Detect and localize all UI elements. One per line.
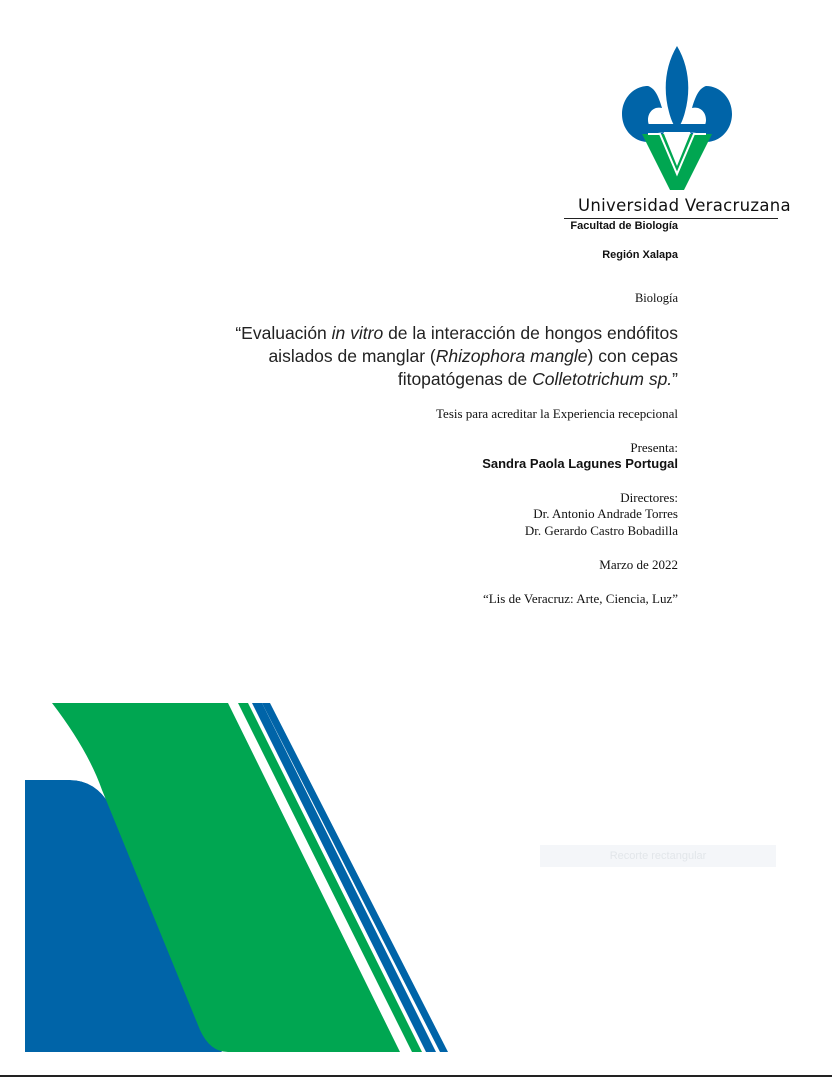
title-text: ) con cepas	[587, 346, 678, 366]
university-motto: “Lis de Veracruz: Arte, Ciencia, Luz”	[482, 591, 678, 606]
faculty-name: Facultad de Biología	[570, 220, 678, 232]
thesis-title	[235, 322, 678, 391]
university-logo-icon	[618, 42, 736, 192]
thesis-title-line-1	[235, 322, 678, 345]
title-text: Evaluación	[241, 323, 332, 343]
title-text: de la interacción de hongos endófitos	[383, 323, 678, 343]
director-name: Dr. Antonio Andrade Torres	[533, 506, 678, 521]
decorative-bands	[0, 690, 480, 1070]
thesis-purpose: Tesis para acreditar la Experiencia recepcional	[436, 406, 678, 421]
thesis-title-line-3	[235, 368, 678, 391]
page-bottom-edge	[0, 1075, 832, 1077]
university-name: Universidad Veracruzana	[578, 196, 791, 215]
program-name: Biología	[634, 291, 678, 305]
title-species-name: Rhizophora mangle	[435, 346, 588, 366]
title-italic-term: in vitro	[331, 323, 384, 343]
thesis-title-line-2	[235, 345, 678, 368]
university-underline	[564, 218, 778, 219]
title-close-quote: ”	[672, 369, 678, 389]
title-text: fitopatógenas de	[397, 369, 533, 389]
title-text: aislados de manglar (	[268, 346, 436, 366]
presents-label: Presenta:	[630, 440, 678, 455]
director-name: Dr. Gerardo Castro Bobadilla	[524, 523, 678, 538]
rectangular-snip-overlay[interactable]: Recorte rectangular	[540, 845, 776, 867]
title-open-quote: “	[235, 323, 242, 343]
directors-label: Directores:	[620, 490, 678, 505]
author-name: Sandra Paola Lagunes Portugal	[482, 456, 678, 471]
title-genus-name: Colletotrichum sp.	[532, 369, 673, 389]
region-name: Región Xalapa	[602, 249, 678, 261]
thesis-date: Marzo de 2022	[599, 557, 678, 572]
